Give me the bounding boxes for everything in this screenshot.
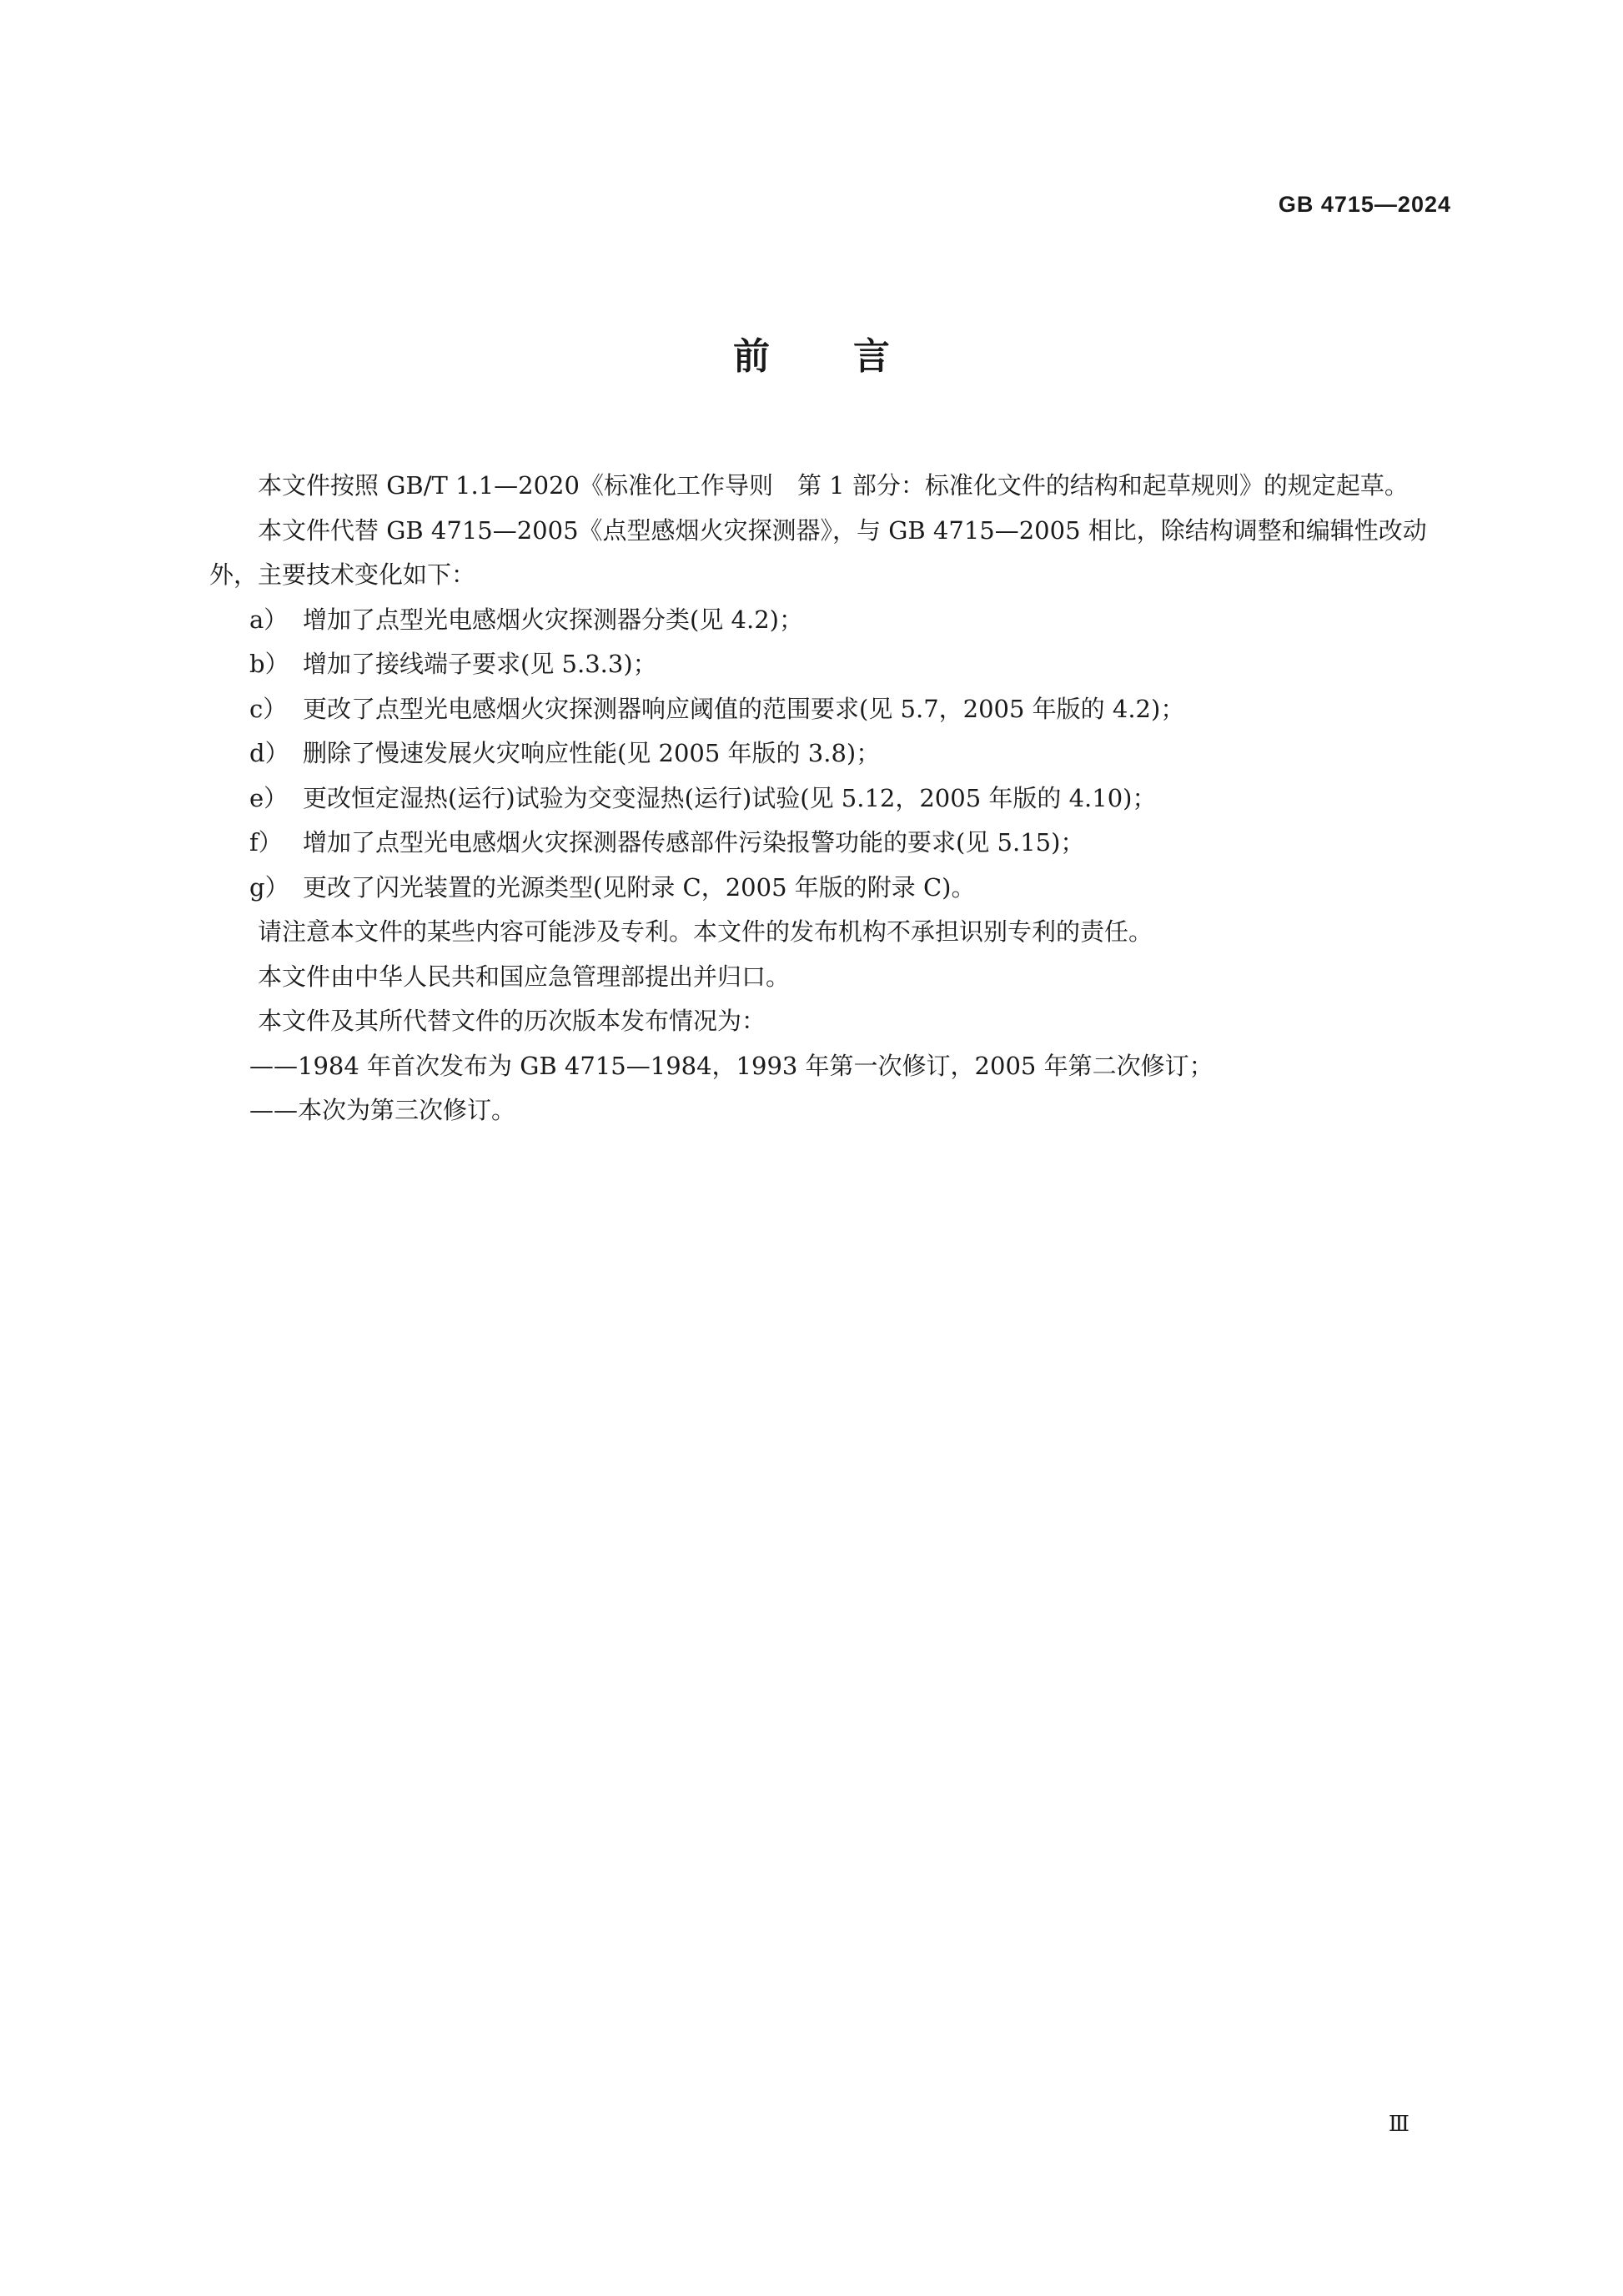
list-item-text: 删除了慢速发展火灾响应性能(见 2005 年版的 3.8)； <box>303 739 881 767</box>
technical-changes-list <box>209 598 1452 911</box>
paragraph-history-intro: 本文件及其所代替文件的历次版本发布情况为： <box>258 1007 766 1035</box>
foreword-body <box>209 464 1452 1133</box>
list-item-text: 更改恒定湿热(运行)试验为交变湿热(运行)试验(见 5.12，2005 年版的 4.10)； <box>303 783 1157 812</box>
list-item-text: 增加了点型光电感烟火灾探测器分类(见 4.2)； <box>303 605 803 634</box>
list-item-label: d） <box>249 739 289 767</box>
paragraph-proposer: 本文件由中华人民共和国应急管理部提出并归口。 <box>258 962 791 991</box>
history-item: ——本次为第三次修订。 <box>249 1096 516 1124</box>
list-item-text: 增加了接线端子要求(见 5.3.3)； <box>303 650 657 678</box>
list-item <box>209 866 1452 911</box>
list-item-label: f） <box>249 828 283 857</box>
list-item <box>209 687 1452 732</box>
list-item-label: e） <box>249 783 289 812</box>
list-item-text: 增加了点型光电感烟火灾探测器传感部件污染报警功能的要求(见 5.15)； <box>303 828 1085 857</box>
page-number: Ⅲ <box>1388 2112 1409 2137</box>
list-item <box>209 598 1452 643</box>
list-item-label: b） <box>249 650 289 678</box>
list-item-text: 更改了闪光装置的光源类型(见附录 C，2005 年版的附录 C)。 <box>303 872 976 902</box>
paragraph-drafting-rules: 本文件按照 GB/T 1.1—2020《标准化工作导则 第 1 部分：标准化文件的结构和起草规则》的规定起草。 <box>258 471 1409 500</box>
list-item <box>209 821 1452 866</box>
list-item <box>209 731 1452 776</box>
list-item-label: a） <box>249 605 289 634</box>
list-item-label: g） <box>249 872 289 902</box>
page-title: 前言 <box>733 335 973 378</box>
list-item <box>209 642 1452 687</box>
paragraph-replacement: 本文件代替 GB 4715—2005《点型感烟火灾探测器》，与 GB 4715—2005 相比，除结构调整和编辑性改动外，主要技术变化如下： <box>209 515 1427 589</box>
paragraph-patent-notice: 请注意本文件的某些内容可能涉及专利。本文件的发布机构不承担识别专利的责任。 <box>258 917 1153 946</box>
history-item: ——1984 年首次发布为 GB 4715—1984，1993 年第一次修订，2005 年第二次修订； <box>249 1051 1213 1080</box>
list-item-text: 更改了点型光电感烟火灾探测器响应阈值的范围要求(见 5.7，2005 年版的 4.2)； <box>303 694 1185 723</box>
version-history-list <box>209 1044 1452 1133</box>
standard-number: GB 4715—2024 <box>1278 192 1451 217</box>
list-item-label: c） <box>249 694 288 723</box>
list-item <box>209 776 1452 821</box>
